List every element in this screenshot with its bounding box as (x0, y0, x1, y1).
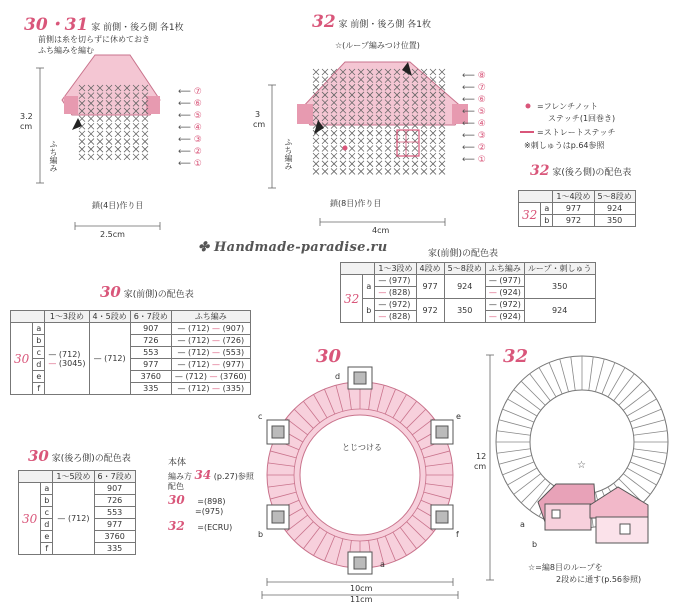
watermark (198, 240, 387, 255)
straight-stitch-label: =ストレートステッチ (537, 128, 616, 137)
ring-label-f: f (456, 530, 459, 539)
chain-label: 鎖(8目)作り目 (330, 199, 382, 208)
ring-label-d: d (335, 372, 341, 381)
ring-label-b: b (258, 530, 264, 539)
color-a: =(898) (197, 497, 226, 506)
color-ecru: =(ECRU) (197, 523, 233, 532)
body-title: 本体 (168, 458, 187, 468)
header-cell: 1〜4段め (553, 191, 594, 203)
row-number: ⟵ ⑥ (178, 99, 202, 109)
table-cell: — (712) — (726) (171, 335, 250, 347)
table-cell: 977 (416, 275, 444, 299)
row-number: ⟵ ② (178, 147, 202, 157)
title-text: 家 前側・後ろ側 各1枚 (338, 20, 431, 30)
table-30-front (10, 310, 251, 395)
cell-text: (712) (187, 384, 210, 393)
row-group-number: 32 (341, 275, 363, 323)
table-cell: 350 (444, 299, 485, 323)
row-key: a (41, 483, 53, 495)
row-key: d (33, 359, 45, 371)
table-30-back-title (28, 447, 131, 465)
cell-text: (553) (222, 348, 245, 357)
edge-label: ふち編み (284, 138, 293, 170)
table-cell: 972 (553, 215, 594, 227)
color-b: =(975) (195, 507, 224, 516)
cell-text: (712) (187, 336, 210, 345)
title-number: 30 (100, 283, 121, 301)
table-cell: — (977) (485, 275, 524, 287)
table-cell: 553 (130, 347, 171, 359)
ring-label-a: a (380, 560, 385, 569)
row-number: ⟵ ③ (462, 131, 486, 141)
row-group-number: 32 (519, 203, 541, 227)
header-cell: 4・5段め (89, 311, 130, 323)
cell-text: (712) (67, 514, 90, 523)
header-blank (341, 263, 375, 275)
height-unit: cm (20, 122, 33, 131)
cell-text: (924) (499, 312, 521, 321)
table-cell: — (712) — (907) (171, 323, 250, 335)
title-text: 家(後ろ側)の配色表 (552, 168, 632, 178)
cell-text: (712) (187, 348, 210, 357)
table-header-row (19, 471, 136, 483)
method-tail: (p.27)参照 (213, 472, 254, 481)
header-cell: 1〜3段め (375, 263, 416, 275)
header-cell: 4段め (416, 263, 444, 275)
table-cell: 335 (130, 383, 171, 395)
header-cell: 5〜8段め (444, 263, 485, 275)
height-label: 3.2 (20, 112, 33, 121)
table-row (19, 483, 136, 495)
header-cell: ふち編み (485, 263, 524, 275)
loop-note: ☆(ループ編みつけ位置) (335, 41, 420, 50)
table-cell: 726 (130, 335, 171, 347)
table-cell: 350 (594, 215, 635, 227)
table-row (11, 323, 251, 335)
header-cell: ふち編み (171, 311, 250, 323)
table-cell: — (712) (53, 483, 94, 555)
height-unit: cm (253, 120, 266, 129)
body-color-30 (168, 493, 225, 516)
method-label: 編み方 (168, 472, 192, 481)
table-row (519, 203, 636, 215)
title-text: 家(後ろ側)の配色表 (51, 454, 131, 464)
width-label: 2.5cm (100, 230, 125, 239)
row-key: c (41, 507, 53, 519)
loop-note-1: ☆=編8目のループを (528, 563, 603, 572)
watermark-icon: ✤ (198, 240, 215, 255)
header-cell: 6・7段め (94, 471, 135, 483)
table-32-back (518, 190, 636, 227)
table-cell: 977 (94, 519, 135, 531)
ring-label-e: e (456, 412, 461, 421)
row-number: ⟵ ① (178, 159, 202, 169)
header-blank (519, 191, 553, 203)
row-numbers-3031 (178, 86, 218, 170)
edge-label: ふち編み (49, 140, 58, 172)
cell-text: (828) (388, 288, 411, 297)
table-30-back (18, 470, 136, 555)
header-cell: 5〜8段め (594, 191, 635, 203)
row-key: a (541, 203, 553, 215)
table-cell: — (924) (485, 287, 524, 299)
table-cell: — (972) (375, 299, 416, 311)
ring-height-unit: cm (474, 462, 487, 471)
table-cell: — (712) (89, 323, 130, 395)
watermark-text: Handmade-paradise.ru (214, 240, 388, 255)
cell-text: (712) (58, 349, 81, 359)
row-key: b (541, 215, 553, 227)
ring-32-number: 32 (503, 346, 529, 367)
table-cell: — (712) — (3760) (171, 371, 250, 383)
row-number: ⟵ ⑥ (462, 95, 486, 105)
title-number: 32 (530, 163, 550, 179)
french-knot-mark (526, 104, 531, 109)
cell-text: (977) (499, 276, 521, 285)
title-number: 30・31 (24, 15, 89, 35)
row-key: f (33, 383, 45, 395)
table-cell: 924 (444, 275, 485, 299)
table-cell: — (712) — (335) (171, 383, 250, 395)
row-number: ⟵ ② (462, 143, 486, 153)
table-header-row (341, 263, 596, 275)
title-text: 家 前側・後ろ側 各1枚 (91, 23, 184, 33)
ring-label-c: c (258, 412, 263, 421)
row-number: ⟵ ③ (178, 135, 202, 145)
body-method (168, 468, 254, 482)
ring-32-drawing (496, 356, 668, 543)
table-cell: 907 (130, 323, 171, 335)
header-cell: ループ・刺しゅう (524, 263, 595, 275)
cell-text: (972) (499, 300, 521, 309)
table-32-front-title: 家(前側)の配色表 (428, 249, 499, 259)
title-text: 家(前側)の配色表 (123, 290, 194, 300)
cell-text: (977) (388, 276, 411, 285)
table-cell: 924 (594, 203, 635, 215)
table-cell: 553 (94, 507, 135, 519)
title-number: 32 (312, 12, 336, 32)
table-row (341, 275, 596, 287)
row-key: b (33, 335, 45, 347)
table-cell: 3760 (94, 531, 135, 543)
ring-inner-width: 10cm (350, 584, 373, 593)
chain-label: 鎖(4目)作り目 (92, 201, 144, 210)
row-numbers-32 (462, 70, 502, 166)
table-cell: 977 (553, 203, 594, 215)
table-cell: 726 (94, 495, 135, 507)
table-cell: — (972) (485, 299, 524, 311)
table-cell: 350 (524, 275, 595, 299)
house-32-title (312, 12, 431, 32)
row-key: e (33, 371, 45, 383)
body-color-32 (168, 519, 232, 533)
cell-text: (712) (185, 372, 207, 381)
ring-height-label: 12 (476, 452, 487, 461)
table-header-row (11, 311, 251, 323)
cell-text: (335) (222, 384, 245, 393)
header-cell: 6・7段め (130, 311, 171, 323)
table-cell: — (712) — (3045) (45, 323, 89, 395)
row-key: b (41, 495, 53, 507)
french-knot-label: =フレンチノット (537, 102, 599, 111)
row-key: e (41, 531, 53, 543)
table-cell: — (924) (485, 311, 524, 323)
width-label: 4cm (372, 226, 390, 235)
cell-text: (924) (499, 288, 521, 297)
table-cell: — (712) — (977) (171, 359, 250, 371)
table-32-front (340, 262, 596, 323)
row-group-number: 30 (11, 323, 33, 395)
table-header-row (519, 191, 636, 203)
color-number: 32 (168, 519, 185, 533)
loop-note-2: 2段めに通す(p.56参照) (556, 575, 642, 584)
cell-text: (828) (388, 312, 411, 321)
ring-label-b: b (532, 540, 538, 549)
table-32-back-title (530, 163, 631, 179)
cell-text: (712) (104, 354, 126, 363)
row-group-number: 30 (19, 483, 41, 555)
embroidery-ref: ※刺しゅうはp.64参照 (524, 141, 605, 150)
row-key: d (41, 519, 53, 531)
table-row (341, 299, 596, 311)
row-key: c (33, 347, 45, 359)
table-cell: 977 (130, 359, 171, 371)
cell-text: (712) (187, 360, 210, 369)
table-cell: 3760 (130, 371, 171, 383)
house-3031-title (24, 10, 184, 35)
note-line-1: 前側は糸を切らずに休めておき (38, 35, 150, 44)
row-key: a (33, 323, 45, 335)
french-knot-label-2: ステッチ(1回巻き) (548, 114, 616, 123)
table-cell: — (828) (375, 311, 416, 323)
header-cell: 1〜5段め (53, 471, 94, 483)
title-number: 30 (28, 447, 49, 465)
ring-30-number: 30 (316, 346, 342, 367)
table-cell: 924 (524, 299, 595, 323)
height-label: 3 (255, 110, 261, 119)
cell-text: (726) (222, 336, 245, 345)
cell-text: (977) (222, 360, 245, 369)
cell-text: (3045) (58, 358, 86, 368)
row-key: f (41, 543, 53, 555)
row-number: ⟵ ① (462, 155, 486, 165)
row-key: b (363, 299, 375, 323)
row-number: ⟵ ⑦ (462, 83, 486, 93)
header-blank (11, 311, 45, 323)
row-number: ⟵ ④ (178, 123, 202, 133)
ring-label-a: a (520, 520, 525, 529)
ring-outer-width: 11cm (350, 595, 373, 604)
svg-text:☆: ☆ (577, 460, 586, 471)
ring-30-drawing (262, 355, 494, 599)
row-number: ⟵ ⑧ (462, 71, 486, 81)
table-cell: — (712) — (553) (171, 347, 250, 359)
join-label: とじつける (342, 443, 382, 452)
method-number: 34 (194, 468, 212, 482)
table-cell: 335 (94, 543, 135, 555)
row-number: ⟵ ⑤ (178, 111, 202, 121)
cell-text: (3760) (220, 372, 247, 381)
table-cell: 907 (94, 483, 135, 495)
header-blank (19, 471, 53, 483)
row-number: ⟵ ④ (462, 119, 486, 129)
cell-text: (907) (222, 324, 245, 333)
table-cell: — (977) (375, 275, 416, 287)
note-line-2: ふち編みを編む (38, 46, 94, 55)
table-30-front-title (100, 283, 194, 301)
row-number: ⟵ ⑦ (178, 87, 202, 97)
table-cell: 972 (416, 299, 444, 323)
table-cell: — (828) (375, 287, 416, 299)
row-number: ⟵ ⑤ (462, 107, 486, 117)
row-key: a (363, 275, 375, 299)
cell-text: (972) (388, 300, 411, 309)
body-color-label: 配色 (168, 482, 184, 491)
header-cell: 1〜3段め (45, 311, 89, 323)
cell-text: (712) (187, 324, 210, 333)
color-number: 30 (168, 493, 185, 507)
